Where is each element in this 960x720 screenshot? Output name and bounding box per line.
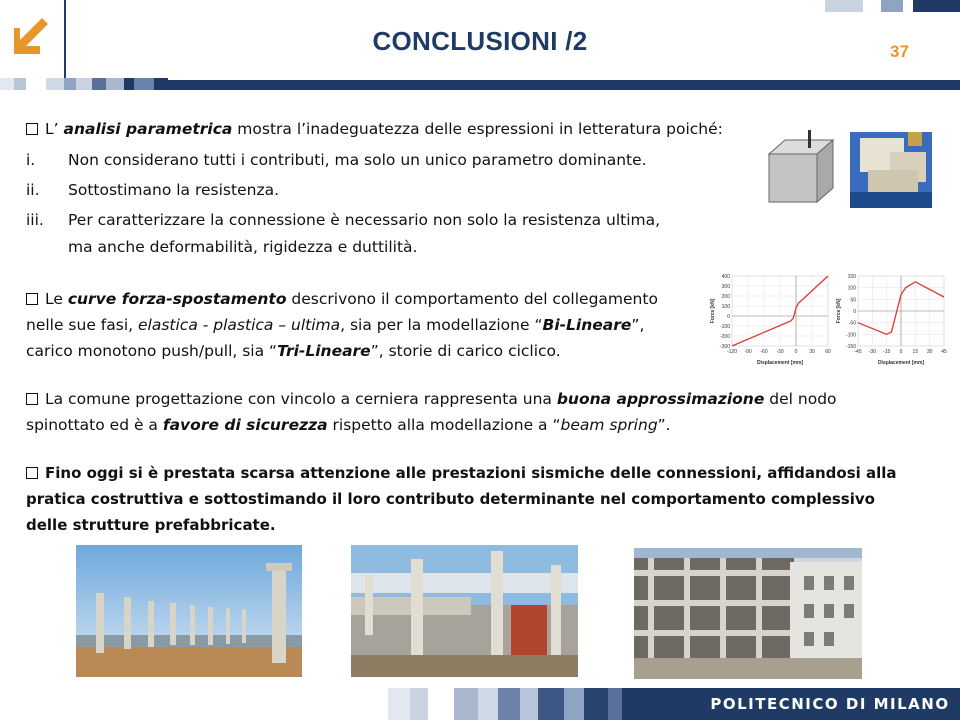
x-axis-label: Displacement [mm] (756, 360, 804, 366)
x-tick-label: -90 (744, 349, 752, 355)
y-tick-label: 100 (721, 304, 730, 310)
checkbox-bullet-icon (26, 123, 38, 135)
construction-photo-building (634, 548, 862, 679)
x-tick-label: -30 (868, 349, 876, 355)
section4-line3: delle strutture prefabbricate. (26, 516, 276, 534)
section4-line1: Fino oggi si è prestata scarsa attenzione alle prestazioni sismiche delle connessioni, affidandosi alla (26, 464, 897, 482)
y-axis-label: Force [kN] (836, 298, 842, 324)
y-tick-label: 400 (721, 274, 730, 280)
x-tick-label: -30 (776, 349, 784, 355)
y-axis-label: Force [kN] (710, 298, 716, 324)
y-tick-label: -150 (845, 344, 856, 350)
page-number: 37 (890, 42, 909, 61)
footer-institution: POLITECNICO DI MILANO (700, 688, 960, 720)
y-tick-label: 300 (721, 284, 730, 290)
y-tick-label: 0 (853, 309, 856, 315)
page-title: CONCLUSIONI /2 (372, 26, 588, 56)
force-displacement-chart-bilinear (708, 270, 834, 368)
checkbox-bullet-icon (26, 393, 38, 405)
list-item: ii. Sottostimano la resistenza. (26, 181, 280, 199)
header-bar (66, 80, 960, 90)
x-tick-label: 15 (912, 349, 919, 355)
x-axis-label: Displacement [mm] (877, 360, 925, 366)
x-tick-label: -60 (760, 349, 768, 355)
y-tick-label: 100 (847, 285, 856, 292)
cube-diagram (763, 130, 841, 206)
x-tick-label: 45 (941, 349, 947, 355)
header-decoration (0, 78, 168, 90)
y-tick-label: -50 (848, 320, 856, 327)
x-tick-label: 30 (926, 349, 933, 355)
top-right-decoration (825, 0, 960, 12)
force-displacement-chart-trilinear (834, 270, 950, 368)
construction-photo-frame (351, 545, 578, 677)
list-item: i. Non considerano tutti i contributi, ma solo un unico parametro dominante. (26, 151, 647, 169)
x-tick-label: -45 (854, 349, 862, 355)
section3-line1: La comune progettazione con vincolo a cerniera rappresenta una buona approssimazione del nodo (26, 390, 837, 408)
section3-line2: spinottato ed è a favore di sicurezza rispetto alla modellazione a “beam spring”. (26, 416, 671, 434)
x-tick-label: 60 (825, 349, 831, 355)
section1-intro: L’ analisi parametrica mostra l’inadeguatezza delle espressioni in letteratura poiché: (26, 120, 723, 138)
section2-line3: carico monotono push/pull, sia “Tri-Lineare”, storie di carico ciclico. (26, 342, 561, 360)
section2-line2: nelle sue fasi, elastica - plastica – ultima, sia per la modellazione “Bi-Lineare”, (26, 316, 645, 334)
y-tick-label: -200 (719, 334, 730, 340)
construction-photo-columns (76, 545, 302, 677)
x-tick-label: -15 (883, 349, 891, 355)
y-tick-label: 50 (850, 297, 856, 304)
y-tick-label: -100 (719, 324, 730, 330)
y-tick-label: 200 (721, 294, 730, 300)
y-tick-label: -100 (845, 332, 856, 339)
footer (0, 688, 960, 720)
y-tick-label: 150 (847, 274, 856, 280)
y-tick-label: -300 (719, 344, 730, 350)
section2-line1: Le curve forza-spostamento descrivono il comportamento del collegamento (26, 290, 658, 308)
emph-analisi: analisi parametrica (63, 120, 233, 138)
checkbox-bullet-icon (26, 467, 38, 479)
list-item: iii. Per caratterizzare la connessione è necessario non solo la resistenza ultima, (26, 211, 661, 229)
x-tick-label: -120 (726, 349, 738, 355)
checkbox-bullet-icon (26, 293, 38, 305)
x-tick-label: 0 (794, 349, 798, 355)
x-tick-label: 0 (899, 349, 903, 355)
footer-decoration (388, 688, 700, 720)
y-tick-label: 0 (727, 314, 730, 320)
section4-line2: pratica costruttiva e sottostimando il loro contributo determinante nel comportamento complessivo (26, 490, 875, 508)
x-tick-label: 30 (809, 349, 815, 355)
specimen-photo (850, 132, 932, 208)
list-item-continuation: ma anche deformabilità, rigidezza e duttilità. (68, 238, 418, 256)
